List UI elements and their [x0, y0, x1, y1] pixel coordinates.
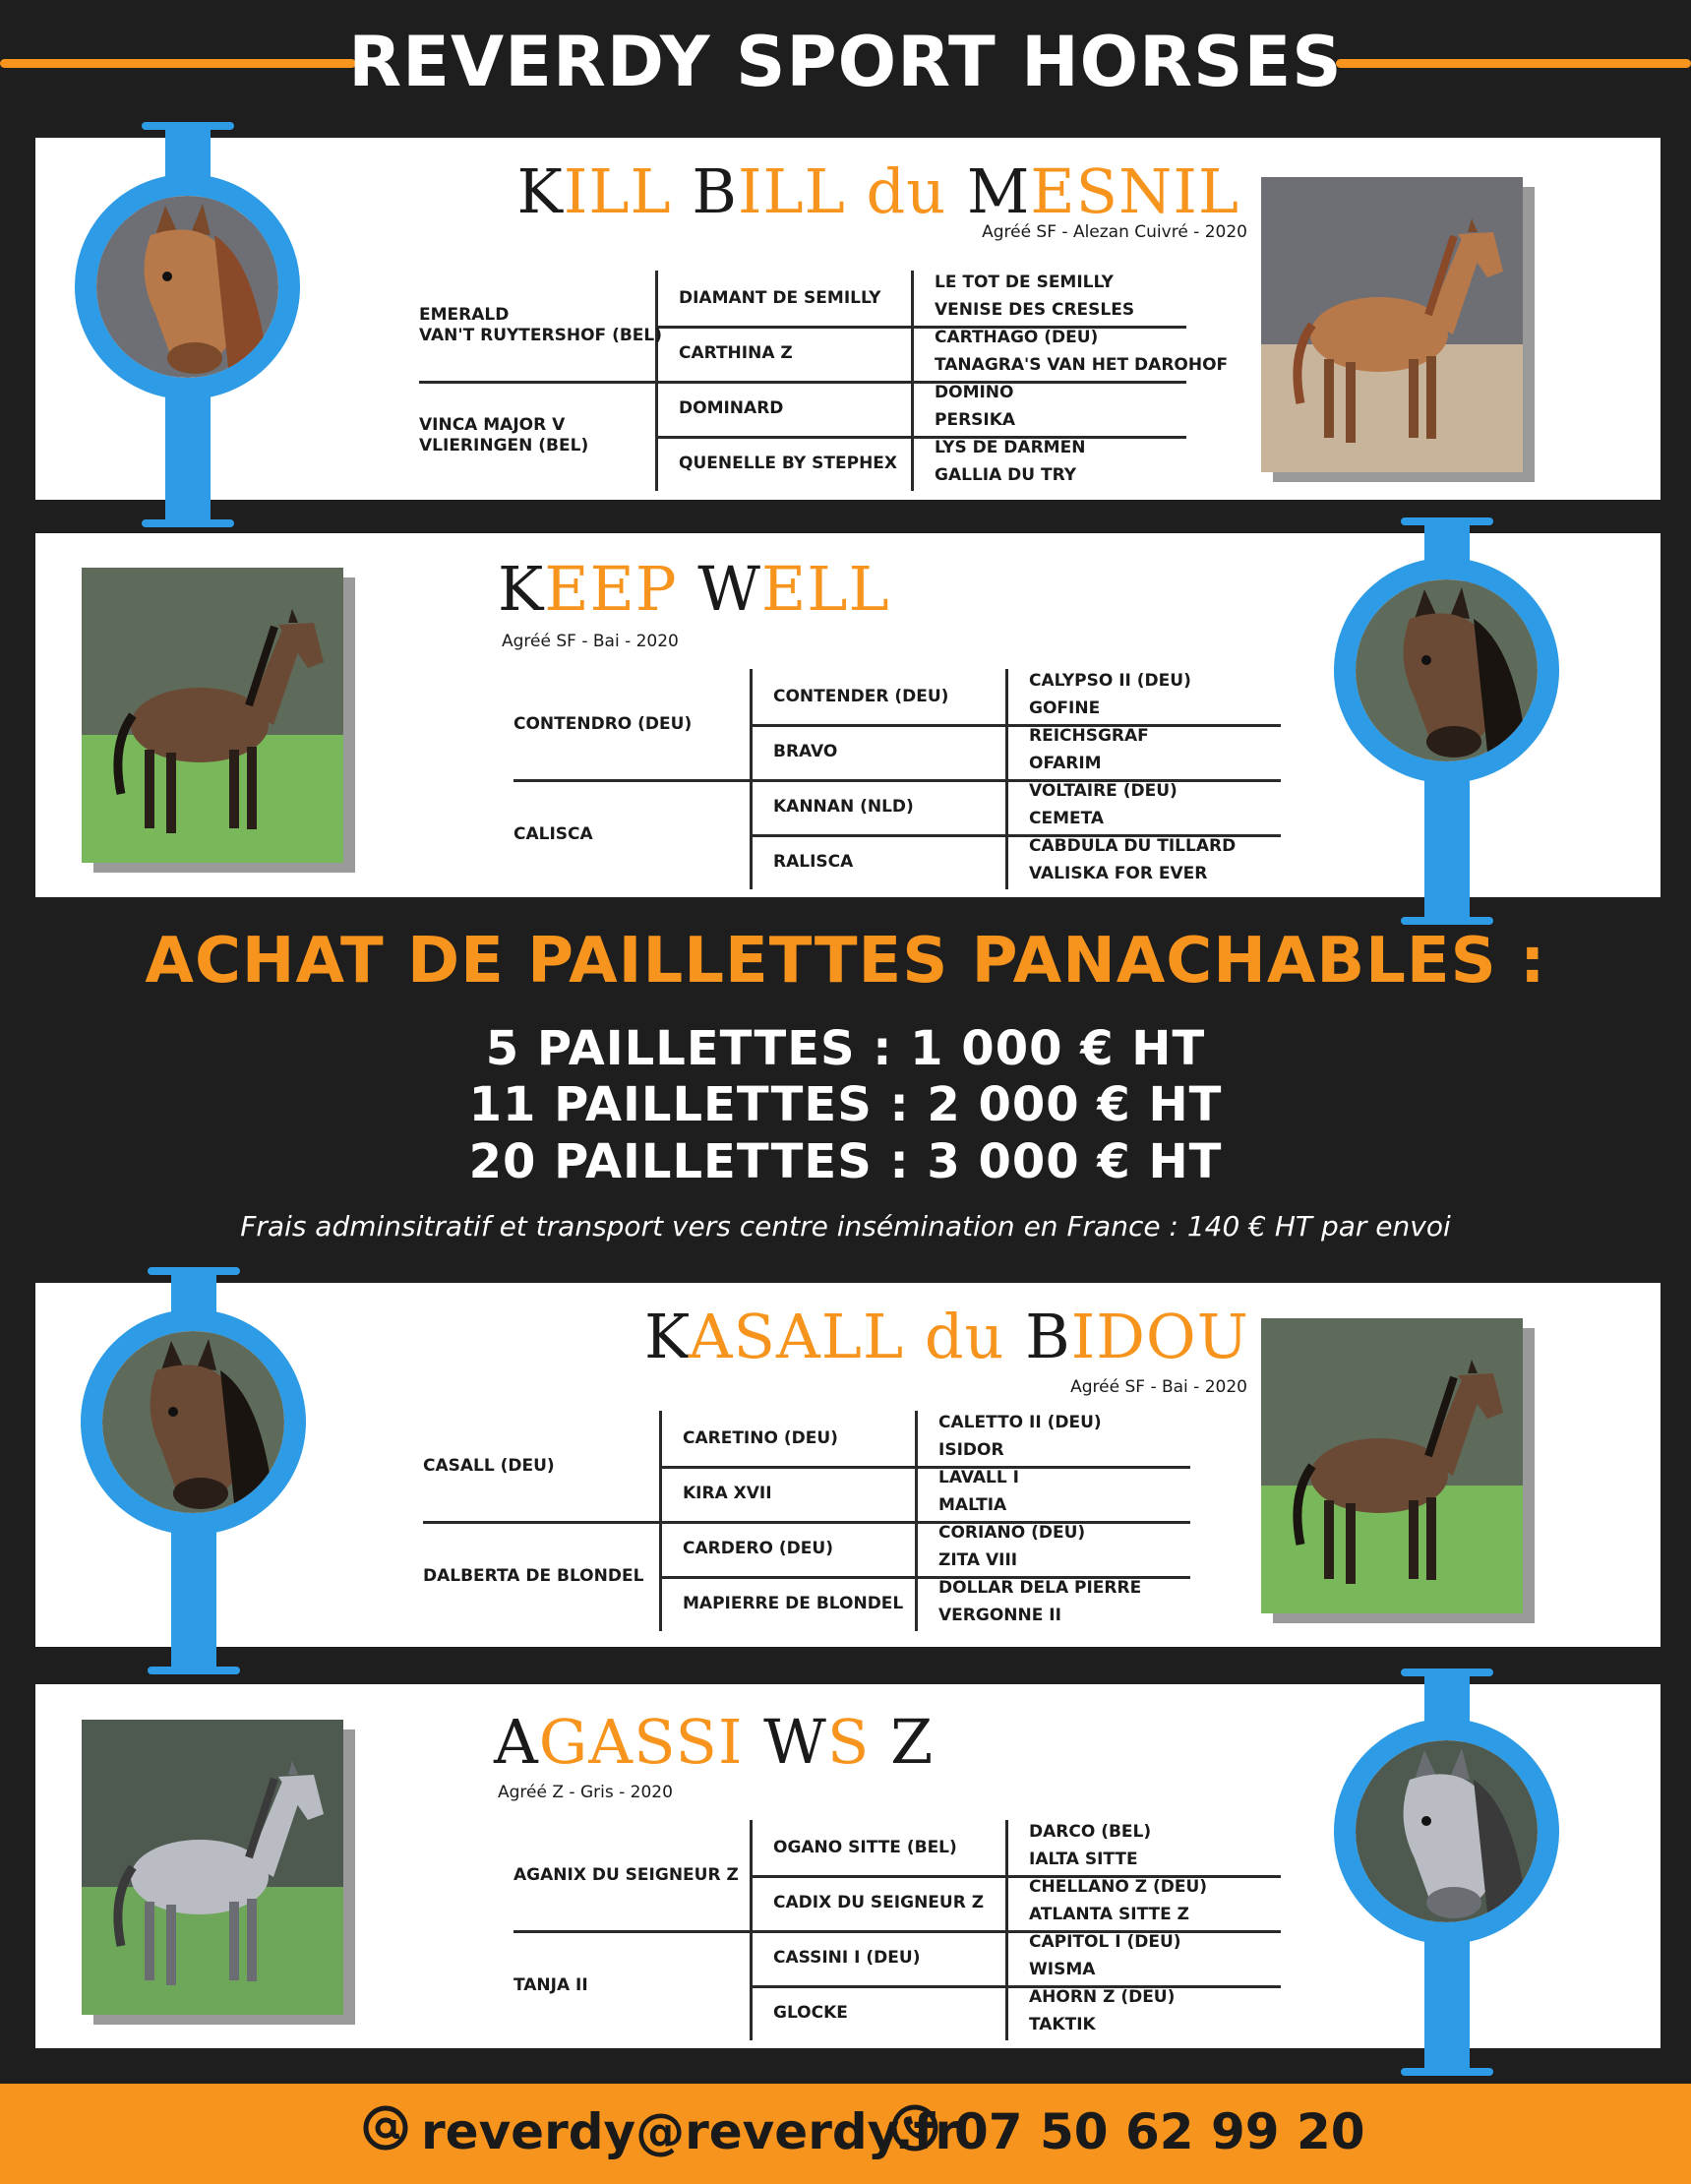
pedigree-grandparent: KIRA XVII: [683, 1483, 772, 1503]
pedigree-divider: [513, 1930, 750, 1933]
stallion-name-part: EEP: [544, 553, 698, 625]
stallion-name-part: A: [494, 1706, 539, 1778]
ring-cap-top: [142, 122, 234, 130]
email-link[interactable]: reverdy@reverdy.fr: [421, 2103, 960, 2160]
pedigree-divider: [655, 381, 911, 384]
pedigree-great-grandparent: ZITA VIII: [938, 1550, 1018, 1570]
stallion-card-2: [35, 533, 1661, 897]
price-line-1: 5 PAILLETTES : 1 000 € HT: [485, 1021, 1206, 1076]
horse-head-portrait: [75, 174, 300, 399]
pedigree-great-grandparent: REICHSGRAF: [1029, 726, 1149, 746]
pedigree-great-grandparent: WISMA: [1029, 1960, 1096, 1979]
pedigree-grandparent: GLOCKE: [773, 2002, 848, 2023]
stallion-name: [494, 1706, 934, 1778]
phone-link[interactable]: 07 50 62 99 20: [954, 2103, 1365, 2160]
price-line-3: 20 PAILLETTES : 3 000 € HT: [468, 1134, 1223, 1189]
pedigree-great-grandparent: DOLLAR DELA PIERRE: [938, 1578, 1142, 1598]
pedigree-grandparent: CADIX DU SEIGNEUR Z: [773, 1892, 985, 1912]
pedigree-grandparent: CONTENDER (DEU): [773, 686, 949, 706]
stallion-approval-info: Agréé SF - Alezan Cuivré - 2020: [982, 222, 1247, 242]
pedigree-great-grandparent: VERGONNE II: [938, 1606, 1061, 1625]
pedigree-grandparent: CARETINO (DEU): [683, 1427, 838, 1448]
page-title: REVERDY SPORT HORSES: [348, 22, 1343, 102]
stallion-name-part: W: [697, 553, 762, 625]
stallion-name-part: K: [498, 553, 545, 625]
horse-head-photo: [1356, 579, 1538, 761]
pedigree-sire-dam: TANJA II: [513, 1974, 588, 1995]
pedigree-divider: [750, 1985, 1005, 1988]
horse-photo-image: [82, 568, 343, 863]
ring-stem-bottom: [165, 380, 211, 523]
stallion-approval-info: Agréé SF - Bai - 2020: [502, 632, 679, 651]
stallion-name-part: ILL: [563, 155, 693, 227]
stallion-card-3: [35, 1283, 1661, 1647]
stallion-name: [498, 553, 890, 625]
pedigree-great-grandparent: ATLANTA SITTE Z: [1029, 1905, 1190, 1924]
horse-full-photo: [1261, 1318, 1523, 1613]
pedigree-great-grandparent: GALLIA DU TRY: [935, 465, 1077, 485]
pedigree-great-grandparent: DOMINO: [935, 383, 1014, 402]
fees-note: Frais adminsitratif et transport vers centre insémination en France : 140 € HT par envoi: [240, 1210, 1451, 1243]
pedigree-sire-dam: EMERALD VAN'T RUYTERSHOF (BEL): [419, 305, 663, 345]
pedigree-great-grandparent: CORIANO (DEU): [938, 1523, 1086, 1543]
stallion-name-part: K: [643, 1301, 689, 1372]
stallion-name-part: ESNIL: [1030, 155, 1239, 227]
pedigree-grandparent: MAPIERRE DE BLONDEL: [683, 1593, 904, 1613]
ring-cap-bottom: [1401, 2068, 1493, 2076]
pedigree-divider: [659, 1521, 915, 1524]
pedigree-divider: [419, 381, 655, 384]
pedigree-grandparent: QUENELLE BY STEPHEX: [679, 453, 898, 473]
pedigree-divider: [750, 779, 1005, 782]
horse-full-photo: [1261, 177, 1523, 472]
stallion-approval-info: Agréé SF - Bai - 2020: [1070, 1377, 1247, 1397]
ring-cap-top: [1401, 1668, 1493, 1676]
at-icon: [362, 2104, 409, 2152]
pedigree-great-grandparent: PERSIKA: [935, 410, 1016, 430]
ring-cap-top: [148, 1267, 240, 1275]
pedigree-grandparent: DOMINARD: [679, 397, 784, 418]
stallion-approval-info: Agréé Z - Gris - 2020: [498, 1783, 673, 1802]
pedigree-great-grandparent: ISIDOR: [938, 1440, 1004, 1460]
horse-head-photo: [1356, 1740, 1538, 1922]
stallion-name-part: GASSI: [538, 1706, 764, 1778]
horse-full-photo: [82, 568, 343, 863]
horse-head-photo: [96, 196, 278, 378]
pedigree-great-grandparent: CEMETA: [1029, 809, 1105, 828]
ring-cap-bottom: [1401, 917, 1493, 925]
pedigree-divider: [750, 724, 1005, 727]
phone-icon: [891, 2104, 938, 2152]
horse-photo-image: [1261, 1318, 1523, 1613]
contact-footer: [0, 2084, 1691, 2184]
pedigree-grandparent: OGANO SITTE (BEL): [773, 1837, 957, 1857]
horse-head-portrait: [1334, 558, 1559, 783]
pedigree-great-grandparent: GOFINE: [1029, 698, 1101, 718]
pedigree-great-grandparent: AHORN Z (DEU): [1029, 1987, 1176, 2007]
horse-photo-image: [1261, 177, 1523, 472]
stallion-name-part: Z: [890, 1706, 935, 1778]
pedigree-grandparent: CARTHINA Z: [679, 342, 793, 363]
pedigree-grandparent: DIAMANT DE SEMILLY: [679, 287, 881, 308]
stallion-name-part: K: [516, 155, 564, 227]
pedigree-great-grandparent: IALTA SITTE: [1029, 1850, 1138, 1869]
pedigree-sire-dam: CONTENDRO (DEU): [513, 713, 693, 734]
pedigree-great-grandparent: CARTHAGO (DEU): [935, 328, 1099, 347]
pedigree-divider: [750, 834, 1005, 837]
horse-head-photo: [102, 1331, 284, 1513]
stallion-name-part: ASALL du: [688, 1301, 1026, 1372]
pedigree-divider: [513, 779, 750, 782]
stallion-name-part: B: [692, 155, 738, 227]
pedigree-great-grandparent: MALTIA: [938, 1495, 1007, 1515]
horse-head-portrait: [1334, 1719, 1559, 1944]
pedigree-sire-dam: CALISCA: [513, 823, 593, 844]
ring-stem-bottom: [1424, 763, 1470, 921]
stallion-card-1: [35, 138, 1661, 500]
horse-head-portrait: [81, 1309, 306, 1535]
stallion-name-part: IDOU: [1070, 1301, 1249, 1372]
pedigree-sire-dam: VINCA MAJOR V VLIERINGEN (BEL): [419, 415, 589, 455]
stallion-name-part: M: [966, 155, 1031, 227]
pedigree-great-grandparent: CALETTO II (DEU): [938, 1413, 1102, 1432]
ring-stem-bottom: [171, 1515, 216, 1670]
pedigree-great-grandparent: LE TOT DE SEMILLY: [935, 273, 1114, 292]
ring-stem-bottom: [1424, 1924, 1470, 2072]
pedigree-sire-dam: CASALL (DEU): [423, 1455, 555, 1476]
pedigree-sire-dam: AGANIX DU SEIGNEUR Z: [513, 1864, 739, 1885]
pedigree-sire-dam: DALBERTA DE BLONDEL: [423, 1565, 644, 1586]
pedigree-great-grandparent: TAKTIK: [1029, 2015, 1096, 2034]
price-line-2: 11 PAILLETTES : 2 000 € HT: [468, 1077, 1223, 1132]
pedigree-divider: [423, 1521, 659, 1524]
pedigree-grandparent: CASSINI I (DEU): [773, 1947, 921, 1968]
pedigree-divider: [750, 1875, 1005, 1878]
pedigree-grandparent: RALISCA: [773, 851, 854, 872]
pedigree-great-grandparent: CHELLANO Z (DEU): [1029, 1877, 1208, 1897]
pedigree-great-grandparent: OFARIM: [1029, 754, 1102, 773]
pedigree-great-grandparent: VALISKA FOR EVER: [1029, 864, 1208, 883]
horse-photo-image: [82, 1720, 343, 2015]
pedigree-great-grandparent: TANAGRA'S VAN HET DAROHOF: [935, 355, 1229, 375]
stallion-name-part: S: [826, 1706, 891, 1778]
pedigree-great-grandparent: CABDULA DU TILLARD: [1029, 836, 1237, 856]
stallion-name: [644, 1301, 1249, 1372]
pedigree-divider: [655, 326, 911, 329]
pedigree-great-grandparent: VENISE DES CRESLES: [935, 300, 1135, 320]
pedigree-grandparent: KANNAN (NLD): [773, 796, 914, 817]
stallion-card-4: [35, 1684, 1661, 2048]
ring-cap-bottom: [142, 519, 234, 527]
stallion-name-part: ILL du: [737, 155, 967, 227]
pedigree-great-grandparent: CALYPSO II (DEU): [1029, 671, 1191, 691]
horse-full-photo: [82, 1720, 343, 2015]
pedigree-great-grandparent: LAVALL I: [938, 1468, 1019, 1487]
pedigree-grandparent: CARDERO (DEU): [683, 1538, 833, 1558]
pedigree-great-grandparent: LYS DE DARMEN: [935, 438, 1086, 457]
pedigree-great-grandparent: VOLTAIRE (DEU): [1029, 781, 1178, 801]
pedigree-great-grandparent: DARCO (BEL): [1029, 1822, 1152, 1842]
stallion-name: [517, 155, 1239, 227]
stallion-name-part: W: [763, 1706, 827, 1778]
pedigree-divider: [659, 1576, 915, 1579]
pedigree-divider: [655, 436, 911, 439]
ring-cap-bottom: [148, 1667, 240, 1674]
stallion-name-part: ELL: [761, 553, 890, 625]
stallion-name-part: B: [1025, 1301, 1071, 1372]
offer-title: ACHAT DE PAILLETTES PANACHABLES :: [145, 925, 1546, 998]
pedigree-divider: [750, 1930, 1005, 1933]
pedigree-grandparent: BRAVO: [773, 741, 838, 761]
ring-cap-top: [1401, 517, 1493, 525]
pedigree-great-grandparent: CAPITOL I (DEU): [1029, 1932, 1181, 1952]
pedigree-divider: [659, 1466, 915, 1469]
